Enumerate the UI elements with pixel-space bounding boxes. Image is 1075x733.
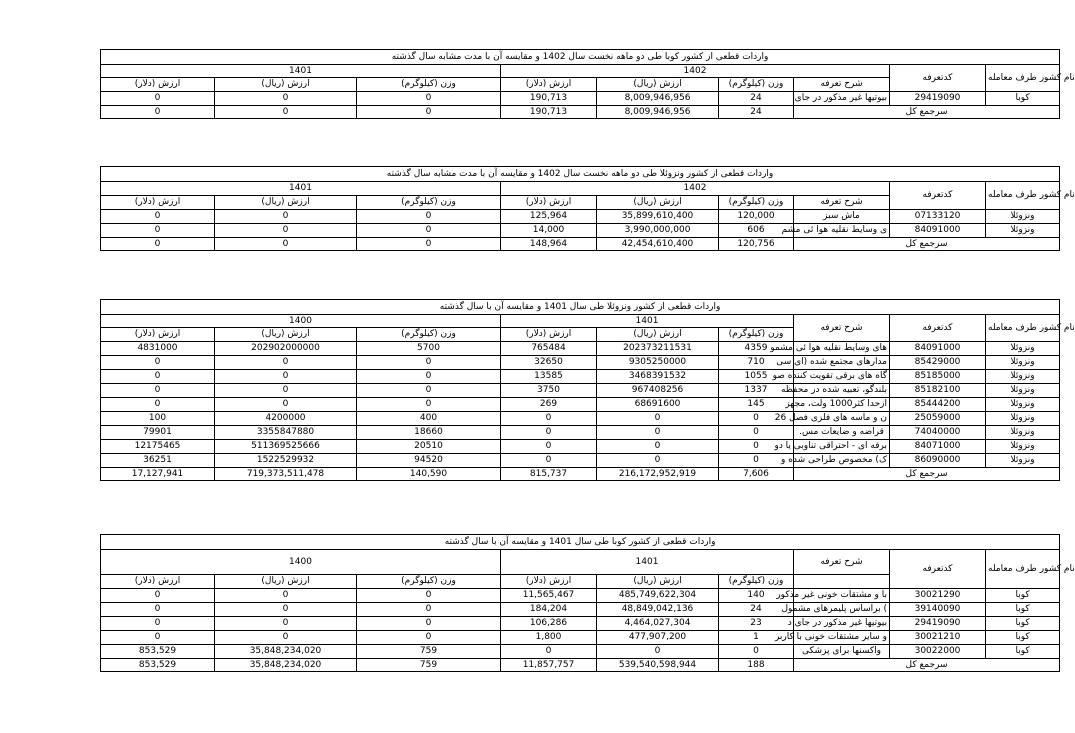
rial-curr-cell: 0	[597, 454, 719, 468]
rial-prev-cell: 0	[215, 603, 357, 617]
weight-prev-header: وزن (کیلوگرم)	[357, 78, 501, 92]
rial-prev-cell: 0	[215, 589, 357, 603]
rial-prev-cell: 35,848,234,020	[215, 645, 357, 659]
rial-prev-cell: 0	[215, 356, 357, 370]
weight-prev-cell: 0	[357, 370, 501, 384]
description-header: شرح تعرفه	[794, 78, 890, 92]
rial-curr-cell: 202373211531	[597, 342, 719, 356]
description-header: شرح تعرفه	[794, 550, 890, 575]
rial-prev-cell: 0	[215, 224, 357, 238]
country-cell: ونزوئلا	[986, 454, 1060, 468]
total-usd-curr: 815,737	[501, 468, 597, 481]
tariff-code-cell: 07133120	[890, 210, 986, 224]
country-header: نام کشور طرف معامله	[986, 550, 1060, 589]
tariff-code-header: کدتعرفه	[890, 182, 986, 210]
tariff-code-cell: 84091000	[890, 224, 986, 238]
tariff-code-cell: 85185000	[890, 370, 986, 384]
tariff-code-cell: 74040000	[890, 426, 986, 440]
usd-prev-cell: 36251	[101, 454, 215, 468]
description-cell: بلندگو، تعبیه شده در محفظه	[794, 384, 890, 398]
table-title: واردات قطعی از کشور کوبا طی دو ماهه نخست سال 1402 و مقایسه آن با مدت مشابه سال گذشته	[101, 50, 1060, 65]
year-curr-header: 1402	[501, 65, 890, 78]
rial-curr-cell: 8,009,946,956	[597, 92, 719, 106]
rial-curr-cell: 485,749,622,304	[597, 589, 719, 603]
weight-prev-cell: 5700	[357, 342, 501, 356]
country-cell: ونزوئلا	[986, 224, 1060, 238]
dollar-prev-header: ارزش (دلار)	[101, 328, 215, 342]
country-cell: کوبا	[986, 617, 1060, 631]
total-weight-prev: 0	[357, 106, 501, 119]
description-header: شرح تعرفه	[794, 315, 890, 342]
country-cell: کوبا	[986, 645, 1060, 659]
usd-prev-cell: 12175465	[101, 440, 215, 454]
year-curr-header: 1401	[501, 315, 794, 328]
total-weight-prev: 140,590	[357, 468, 501, 481]
total-weight-curr: 120,756	[719, 238, 794, 251]
weight-prev-cell: 0	[357, 398, 501, 412]
dollar-curr-header: ارزش (دلار)	[501, 328, 597, 342]
dollar-prev-header: ارزش (دلار)	[101, 575, 215, 589]
weight-curr-cell: 606	[719, 224, 794, 238]
total-label: سرجمع کل	[794, 468, 1060, 481]
weight-curr-header: وزن (کیلوگرم)	[719, 328, 794, 342]
country-cell: ونزوئلا	[986, 412, 1060, 426]
tariff-code-cell: 84091000	[890, 342, 986, 356]
rial-curr-cell: 0	[597, 645, 719, 659]
total-rial-curr: 8,009,946,956	[597, 106, 719, 119]
usd-curr-cell: 125,964	[501, 210, 597, 224]
rial-curr-cell: 3,990,000,000	[597, 224, 719, 238]
country-cell: ونزوئلا	[986, 370, 1060, 384]
total-rial-prev: 35,848,234,020	[215, 659, 357, 672]
description-cell: ماش سبز	[794, 210, 890, 224]
rial-curr-cell: 48,849,042,136	[597, 603, 719, 617]
description-header: شرح تعرفه	[794, 196, 890, 210]
weight-curr-cell: 0	[719, 426, 794, 440]
total-row	[101, 659, 1060, 672]
weight-prev-cell: 0	[357, 210, 501, 224]
usd-prev-cell: 4831000	[101, 342, 215, 356]
weight-prev-cell: 0	[357, 92, 501, 106]
total-rial-prev: 0	[215, 106, 357, 119]
total-row	[101, 106, 1060, 119]
usd-prev-cell: 0	[101, 617, 215, 631]
description-cell: واکسنها برای پزشکی	[794, 645, 890, 659]
table-title: واردات قطعی از کشور ونزوئلا طی دو ماهه نخست سال 1402 و مقایسه آن با مدت مشابه سال گذشته	[101, 167, 1060, 182]
rial-prev-cell: 0	[215, 370, 357, 384]
weight-prev-cell: 400	[357, 412, 501, 426]
description-cell: گاه های برقی تقویت کننده صو	[794, 370, 890, 384]
table-title: واردات قطعی از کشور کوبا طی سال 1401 و مقایسه آن با سال گذشته	[101, 535, 1060, 550]
description-cell: ی وسایط نقلیه هوا ئی مشم	[794, 224, 890, 238]
total-weight-curr: 7,606	[719, 468, 794, 481]
usd-curr-cell: 0	[501, 645, 597, 659]
table-row	[101, 210, 1060, 224]
year-curr-header: 1401	[501, 550, 794, 575]
weight-prev-cell: 0	[357, 617, 501, 631]
import-table-venezuela-1402-two-months	[100, 166, 1075, 251]
usd-curr-cell: 14,000	[501, 224, 597, 238]
tariff-code-cell: 84071000	[890, 440, 986, 454]
total-label: سرجمع کل	[794, 659, 1060, 672]
rial-prev-header: ارزش (ریال)	[215, 575, 357, 589]
table-row	[101, 631, 1060, 645]
usd-curr-cell: 3750	[501, 384, 597, 398]
year-curr-header: 1402	[501, 182, 890, 196]
tariff-code-cell: 30021210	[890, 631, 986, 645]
usd-prev-cell: 0	[101, 370, 215, 384]
rial-curr-cell: 3468391532	[597, 370, 719, 384]
rial-curr-cell: 0	[597, 440, 719, 454]
table-row	[101, 617, 1060, 631]
total-rial-prev: 719,373,511,478	[215, 468, 357, 481]
usd-curr-cell: 190,713	[501, 92, 597, 106]
usd-prev-cell: 0	[101, 603, 215, 617]
weight-curr-cell: 1055	[719, 370, 794, 384]
weight-curr-cell: 140	[719, 589, 794, 603]
weight-curr-cell: 1	[719, 631, 794, 645]
total-usd-prev: 0	[101, 106, 215, 119]
tariff-code-cell: 25059000	[890, 412, 986, 426]
weight-prev-cell: 18660	[357, 426, 501, 440]
usd-prev-cell: 0	[101, 92, 215, 106]
description-cell: ازحدا کثر1000 ولت، مجهز	[794, 398, 890, 412]
weight-prev-header: وزن (کیلوگرم)	[357, 575, 501, 589]
weight-curr-cell: 24	[719, 92, 794, 106]
total-rial-curr: 42,454,610,400	[597, 238, 719, 251]
weight-prev-header: وزن (کیلوگرم)	[357, 328, 501, 342]
rial-curr-header: ارزش (ریال)	[597, 328, 719, 342]
year-prev-header: 1400	[101, 315, 501, 328]
usd-prev-cell: 100	[101, 412, 215, 426]
usd-curr-cell: 0	[501, 440, 597, 454]
total-label: سرجمع کل	[794, 238, 1060, 251]
description-cell: بیوتیها غیر مذکور در جای د	[794, 617, 890, 631]
weight-curr-cell: 24	[719, 603, 794, 617]
table-row	[101, 370, 1060, 384]
table-row	[101, 224, 1060, 238]
country-cell: ونزوئلا	[986, 384, 1060, 398]
total-label: سرجمع کل	[794, 106, 1060, 119]
rial-prev-header: ارزش (ریال)	[215, 196, 357, 210]
table-row	[101, 440, 1060, 454]
total-usd-prev: 17,127,941	[101, 468, 215, 481]
rial-curr-cell: 4,464,027,304	[597, 617, 719, 631]
usd-curr-cell: 269	[501, 398, 597, 412]
usd-prev-cell: 0	[101, 384, 215, 398]
weight-curr-cell: 0	[719, 645, 794, 659]
country-cell: ونزوئلا	[986, 342, 1060, 356]
country-cell: ونزوئلا	[986, 440, 1060, 454]
total-rial-prev: 0	[215, 238, 357, 251]
tariff-code-cell: 29419090	[890, 617, 986, 631]
weight-prev-cell: 759	[357, 645, 501, 659]
usd-prev-cell: 79901	[101, 426, 215, 440]
description-cell: با و مشتقات خونی غیر مذکور	[794, 589, 890, 603]
tariff-code-cell: 85182100	[890, 384, 986, 398]
year-prev-header: 1401	[101, 182, 501, 196]
table-row	[101, 398, 1060, 412]
table-row	[101, 589, 1060, 603]
usd-curr-cell: 0	[501, 426, 597, 440]
total-usd-prev: 853,529	[101, 659, 215, 672]
rial-prev-header: ارزش (ریال)	[215, 328, 357, 342]
table-row	[101, 384, 1060, 398]
total-usd-curr: 11,857,757	[501, 659, 597, 672]
weight-curr-cell: 4359	[719, 342, 794, 356]
rial-curr-cell: 9305250000	[597, 356, 719, 370]
weight-prev-cell: 94520	[357, 454, 501, 468]
usd-curr-cell: 184,204	[501, 603, 597, 617]
tariff-code-cell: 30022000	[890, 645, 986, 659]
import-table-cuba-1402-two-months	[100, 49, 1075, 119]
usd-curr-cell: 765484	[501, 342, 597, 356]
tariff-code-header: کدتعرفه	[890, 550, 986, 589]
total-rial-curr: 216,172,952,919	[597, 468, 719, 481]
tariff-code-cell: 39140090	[890, 603, 986, 617]
rial-curr-cell: 967408256	[597, 384, 719, 398]
rial-prev-cell: 511369525666	[215, 440, 357, 454]
weight-curr-cell: 1337	[719, 384, 794, 398]
rial-prev-cell: 0	[215, 210, 357, 224]
country-cell: ونزوئلا	[986, 426, 1060, 440]
dollar-prev-header: ارزش (دلار)	[101, 196, 215, 210]
rial-curr-cell: 35,899,610,400	[597, 210, 719, 224]
table-row	[101, 92, 1060, 106]
dollar-curr-header: ارزش (دلار)	[501, 575, 597, 589]
usd-curr-cell: 11,565,467	[501, 589, 597, 603]
rial-curr-cell: 0	[597, 412, 719, 426]
total-row	[101, 468, 1060, 481]
country-cell: کوبا	[986, 589, 1060, 603]
year-prev-header: 1400	[101, 550, 501, 575]
usd-curr-cell: 13585	[501, 370, 597, 384]
total-weight-curr: 24	[719, 106, 794, 119]
weight-curr-cell: 0	[719, 454, 794, 468]
country-header: نام کشور طرف معامله	[986, 65, 1060, 92]
rial-curr-header: ارزش (ریال)	[597, 78, 719, 92]
import-table-cuba-1401-annual	[100, 534, 1075, 672]
table-row	[101, 356, 1060, 370]
usd-prev-cell: 0	[101, 589, 215, 603]
description-cell: و سایر مشتقات خونی با کاربر	[794, 631, 890, 645]
country-cell: کوبا	[986, 92, 1060, 106]
rial-prev-cell: 0	[215, 617, 357, 631]
description-cell: بیوتیها غیر مذکور در جای	[794, 92, 890, 106]
total-usd-curr: 190,713	[501, 106, 597, 119]
total-usd-curr: 148,964	[501, 238, 597, 251]
weight-curr-cell: 23	[719, 617, 794, 631]
description-cell: برقه ای - احتراقی تناوبی یا دو	[794, 440, 890, 454]
rial-curr-cell: 477,907,200	[597, 631, 719, 645]
rial-prev-cell: 1522529932	[215, 454, 357, 468]
country-cell: کوبا	[986, 631, 1060, 645]
country-cell: ونزوئلا	[986, 356, 1060, 370]
weight-prev-cell: 0	[357, 603, 501, 617]
weight-curr-header: وزن (کیلوگرم)	[719, 78, 794, 92]
weight-prev-cell: 0	[357, 384, 501, 398]
table-row	[101, 412, 1060, 426]
weight-prev-cell: 0	[357, 631, 501, 645]
table-row	[101, 603, 1060, 617]
tariff-code-header: کدتعرفه	[890, 315, 986, 342]
weight-curr-cell: 120,000	[719, 210, 794, 224]
usd-curr-cell: 0	[501, 412, 597, 426]
rial-curr-cell: 68691600	[597, 398, 719, 412]
weight-curr-header: وزن (کیلوگرم)	[719, 575, 794, 589]
usd-prev-cell: 0	[101, 631, 215, 645]
usd-prev-cell: 0	[101, 210, 215, 224]
country-cell: ونزوئلا	[986, 398, 1060, 412]
tariff-code-cell: 86090000	[890, 454, 986, 468]
description-cell: مدارهای مجتمع شده (ای سی	[794, 356, 890, 370]
total-rial-curr: 539,540,598,944	[597, 659, 719, 672]
tariff-code-cell: 30021290	[890, 589, 986, 603]
usd-prev-cell: 853,529	[101, 645, 215, 659]
usd-prev-cell: 0	[101, 398, 215, 412]
total-weight-prev: 759	[357, 659, 501, 672]
table-title: واردات قطعی از کشور ونزوئلا طی سال 1401 و مقایسه آن با سال گذشته	[101, 300, 1060, 315]
weight-prev-cell: 20510	[357, 440, 501, 454]
rial-prev-cell: 202902000000	[215, 342, 357, 356]
description-cell: ) براساس پلیمرهای مشمول	[794, 603, 890, 617]
weight-prev-cell: 0	[357, 356, 501, 370]
total-weight-curr: 188	[719, 659, 794, 672]
weight-curr-cell: 145	[719, 398, 794, 412]
weight-curr-cell: 0	[719, 440, 794, 454]
description-cell: های وسایط نقلیه هوا ئی مشمو	[794, 342, 890, 356]
table-row	[101, 454, 1060, 468]
country-header: نام کشور طرف معامله	[986, 315, 1060, 342]
country-cell: ونزوئلا	[986, 210, 1060, 224]
dollar-curr-header: ارزش (دلار)	[501, 78, 597, 92]
usd-curr-cell: 32650	[501, 356, 597, 370]
weight-curr-cell: 710	[719, 356, 794, 370]
weight-curr-cell: 0	[719, 412, 794, 426]
rial-curr-header: ارزش (ریال)	[597, 575, 719, 589]
usd-curr-cell: 0	[501, 454, 597, 468]
rial-prev-header: ارزش (ریال)	[215, 78, 357, 92]
tariff-code-cell: 29419090	[890, 92, 986, 106]
usd-prev-cell: 0	[101, 356, 215, 370]
year-prev-header: 1401	[101, 65, 501, 78]
description-cell: ک) مخصوص طراحی شده و	[794, 454, 890, 468]
total-row	[101, 238, 1060, 251]
rial-prev-cell: 0	[215, 398, 357, 412]
tariff-code-header: کدتعرفه	[890, 65, 986, 92]
country-cell: کوبا	[986, 603, 1060, 617]
rial-prev-cell: 0	[215, 631, 357, 645]
tariff-code-cell: 85429000	[890, 356, 986, 370]
weight-curr-header: وزن (کیلوگرم)	[719, 196, 794, 210]
table-row	[101, 645, 1060, 659]
dollar-prev-header: ارزش (دلار)	[101, 78, 215, 92]
weight-prev-cell: 0	[357, 224, 501, 238]
weight-prev-cell: 0	[357, 589, 501, 603]
rial-prev-cell: 0	[215, 384, 357, 398]
rial-curr-header: ارزش (ریال)	[597, 196, 719, 210]
rial-prev-cell: 0	[215, 92, 357, 106]
usd-prev-cell: 0	[101, 224, 215, 238]
table-row	[101, 426, 1060, 440]
country-header: نام کشور طرف معامله	[986, 182, 1060, 210]
description-cell: قراضه و ضایعات مس.	[794, 426, 890, 440]
rial-curr-cell: 0	[597, 426, 719, 440]
tariff-code-cell: 85444200	[890, 398, 986, 412]
dollar-curr-header: ارزش (دلار)	[501, 196, 597, 210]
import-table-venezuela-1401-annual	[100, 299, 1075, 481]
usd-curr-cell: 1,800	[501, 631, 597, 645]
table-row	[101, 342, 1060, 356]
description-cell: ن و ماسه های فلزی فصل 26	[794, 412, 890, 426]
rial-prev-cell: 4200000	[215, 412, 357, 426]
rial-prev-cell: 3355847880	[215, 426, 357, 440]
total-usd-prev: 0	[101, 238, 215, 251]
usd-curr-cell: 106,286	[501, 617, 597, 631]
weight-prev-header: وزن (کیلوگرم)	[357, 196, 501, 210]
total-weight-prev: 0	[357, 238, 501, 251]
